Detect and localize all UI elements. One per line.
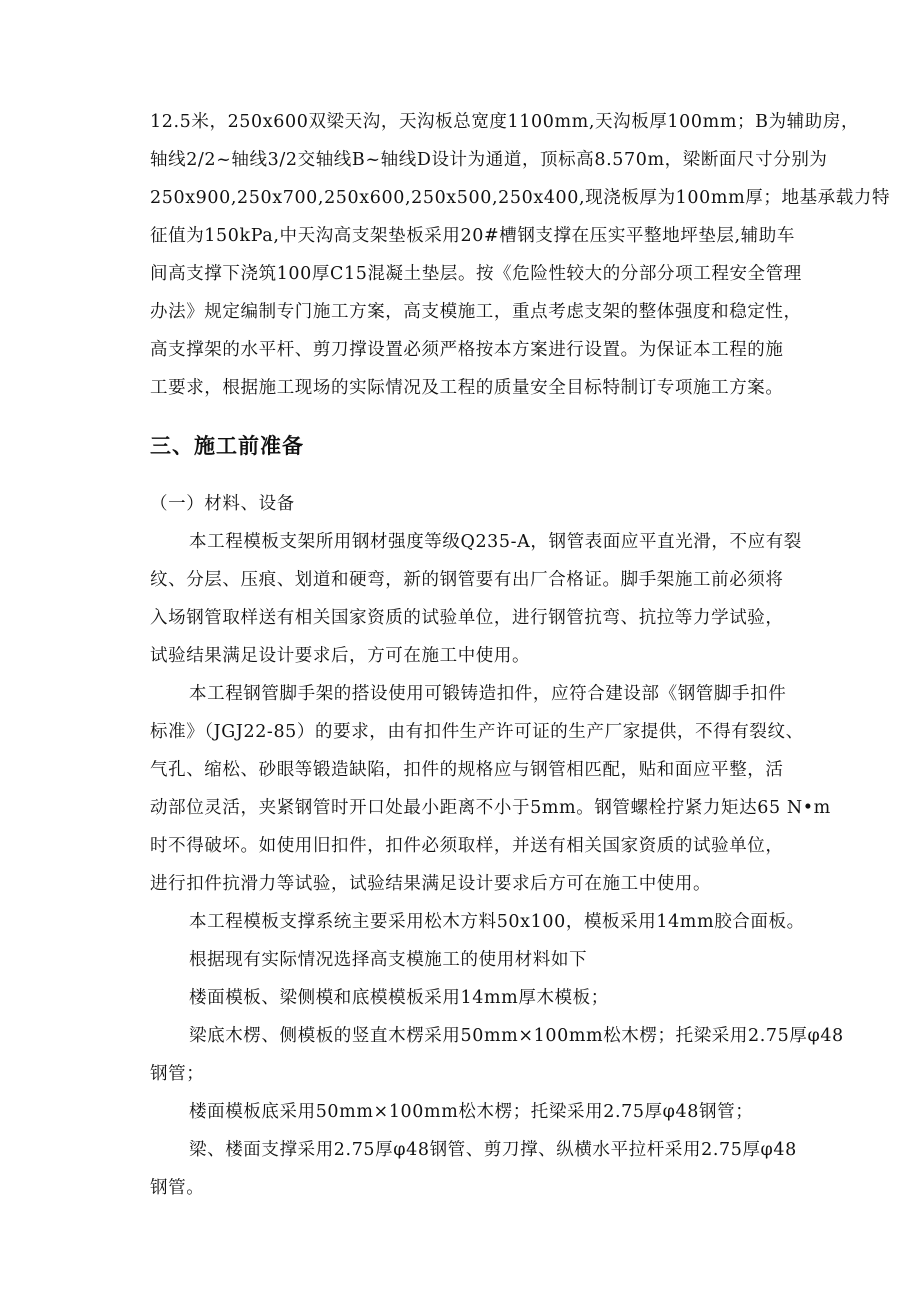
para8-line-2: 钢管。 — [150, 1178, 205, 1198]
para2-line-1: 本工程钢管脚手架的搭设使用可锻铸造扣件，应符合建设部《钢管脚手扣件 — [189, 684, 787, 704]
subsection-title: （一）材料、设备 — [150, 494, 295, 514]
para1-line-1: 本工程模板支架所用钢材强度等级Q235-A，钢管表面应平直光滑，不应有裂 — [189, 532, 802, 552]
para2-line-3: 气孔、缩松、砂眼等锻造缺陷，扣件的规格应与钢管相匹配，贴和面应平整，活 — [150, 760, 784, 780]
para3-line-1: 本工程模板支撑系统主要采用松木方料50x100，模板采用14mm胶合面板。 — [189, 912, 805, 932]
para1-line-3: 入场钢管取样送有相关国家资质的试验单位，进行钢管抗弯、抗拉等力学试验， — [150, 608, 784, 628]
para1-line-2: 纹、分层、压痕、划道和硬弯，新的钢管要有出厂合格证。脚手架施工前必须将 — [150, 570, 784, 590]
intro-line-7: 高支撑架的水平杆、剪刀撑设置必须严格按本方案进行设置。为保证本工程的施 — [150, 340, 784, 360]
section-title: 三、施工前准备 — [150, 434, 304, 458]
para2-line-2: 标准》（JGJ22-85）的要求，由有扣件生产许可证的生产厂家提供，不得有裂纹、 — [150, 722, 804, 742]
para2-line-4: 动部位灵活，夹紧钢管时开口处最小距离不小于5mm。钢管螺栓拧紧力矩达65 N•m — [150, 798, 831, 818]
intro-line-2: 轴线2/2~轴线3/2交轴线B~轴线D设计为通道，顶标高8.570m，梁断面尺寸分别为 — [150, 150, 828, 170]
para1-line-4: 试验结果满足设计要求后，方可在施工中使用。 — [150, 646, 531, 666]
intro-line-5: 间高支撑下浇筑100厚C15混凝土垫层。按《危险性较大的分部分项工程安全管理 — [150, 264, 802, 284]
para2-line-6: 进行扣件抗滑力等试验，试验结果满足设计要求后方可在施工中使用。 — [150, 874, 712, 894]
para2-line-5: 时不得破坏。如使用旧扣件，扣件必须取样，并送有相关国家资质的试验单位， — [150, 836, 784, 856]
intro-line-8: 工要求，根据施工现场的实际情况及工程的质量安全目标特制订专项施工方案。 — [150, 378, 784, 398]
para7-line-1: 楼面模板底采用50mm×100mm松木楞；托梁采用2.75厚φ48钢管； — [189, 1102, 754, 1122]
intro-line-1: 12.5米，250x600双梁天沟，天沟板总宽度1100mm,天沟板厚100mm；B为辅助房， — [150, 112, 860, 132]
intro-line-6: 办法》规定编制专门施工方案，高支模施工，重点考虑支架的整体强度和稳定性， — [150, 302, 802, 322]
para8-line-1: 梁、楼面支撑采用2.75厚φ48钢管、剪刀撑、纵横水平拉杆采用2.75厚φ48 — [189, 1140, 797, 1160]
intro-line-3: 250x900,250x700,250x600,250x500,250x400,现浇板厚为100mm厚；地基承载力特 — [150, 188, 891, 208]
para4-line-1: 根据现有实际情况选择高支模施工的使用材料如下 — [189, 950, 588, 970]
para6-line-2: 钢管； — [150, 1064, 205, 1084]
para5-line-1: 楼面模板、梁侧模和底模模板采用14mm厚木模板； — [189, 988, 609, 1008]
para6-line-1: 梁底木楞、侧模板的竖直木楞采用50mm×100mm松木楞；托梁采用2.75厚φ48 — [189, 1026, 844, 1046]
intro-line-4: 征值为150kPa,中天沟高支架垫板采用20#槽钢支撑在压实平整地坪垫层,辅助车 — [150, 226, 795, 246]
